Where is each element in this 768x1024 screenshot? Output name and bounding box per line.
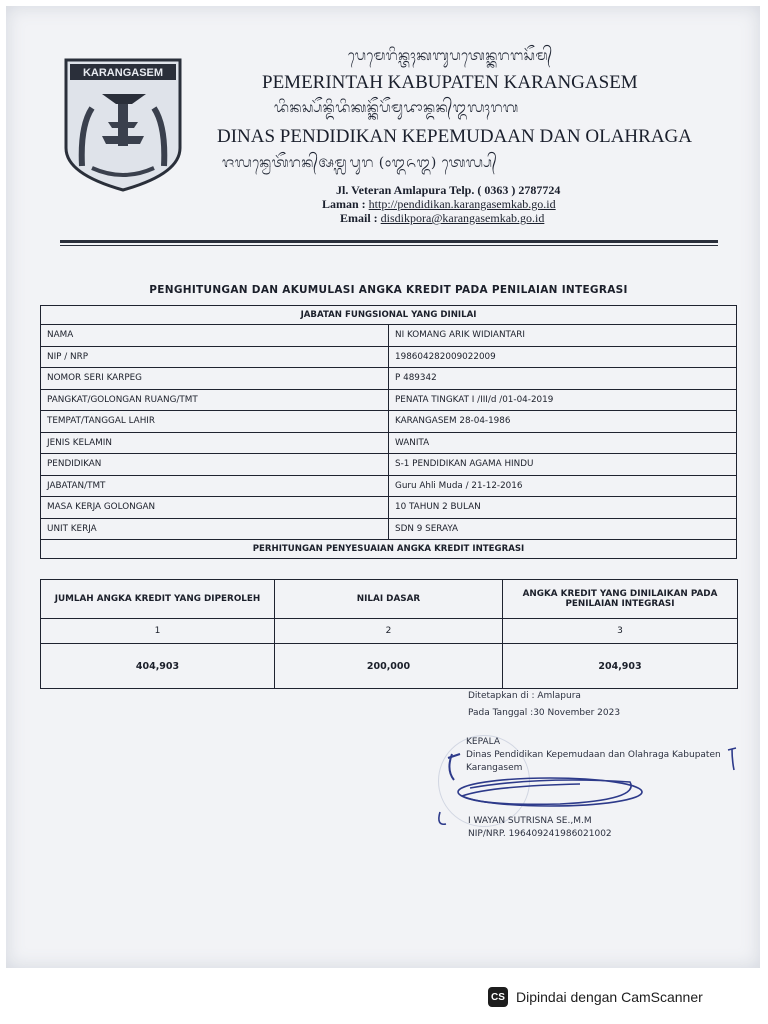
table-row <box>41 325 737 347</box>
identity-table <box>40 305 737 559</box>
place-of-issue: Ditetapkan di : Amlapura <box>468 691 581 701</box>
email-link[interactable]: disdikpora@karangasemkab.go.id <box>380 211 545 225</box>
header-total-credit: JUMLAH ANGKA KREDIT YANG DIPEROLEH <box>41 580 275 619</box>
row-value: SDN 9 SERAYA <box>389 518 737 540</box>
row-value: WANITA <box>389 432 737 454</box>
row-value: Guru Ahli Muda / 21-12-2016 <box>389 475 737 497</box>
header-integrated-credit: ANGKA KREDIT YANG DINILAIKAN PADA PENILAIAN INTEGRASI <box>503 580 738 619</box>
signer-role: KEPALA <box>466 737 500 747</box>
row-value: S-1 PENDIDIKAN AGAMA HINDU <box>389 454 737 476</box>
row-label: MASA KERJA GOLONGAN <box>41 497 389 519</box>
row-value: KARANGASEM 28-04-1986 <box>389 411 737 433</box>
office-address: Jl. Veteran Amlapura Telp. ( 0363 ) 2787724 <box>336 183 561 197</box>
row-value: 10 TAHUN 2 BULAN <box>389 497 737 519</box>
table-row <box>41 518 737 540</box>
row-label: JABATAN/TMT <box>41 475 389 497</box>
table-row <box>41 454 737 476</box>
row-label: TEMPAT/TANGGAL LAHIR <box>41 411 389 433</box>
row-label: UNIT KERJA <box>41 518 389 540</box>
header-rule-thin <box>60 245 718 246</box>
balinese-heading-3: ᬚᬮᬦ᭄ᬯᬾᬢᭂᬭᬦ᭄ᬅᬫ᭄ᬮᬧᬸᬭ (᭐᭓᭖᭓) ᬢᬾᬮ᭄ᬧ᭄ <box>222 155 498 171</box>
table-row <box>41 368 737 390</box>
table-row <box>41 411 737 433</box>
row-value: PENATA TINGKAT I /III/d /01-04-2019 <box>389 389 737 411</box>
signer-name: I WAYAN SUTRISNA SE.,M.M <box>468 816 592 826</box>
table-row <box>41 497 737 519</box>
document-title: PENGHITUNGAN DAN AKUMULASI ANGKA KREDIT PADA PENILAIAN INTEGRASI <box>149 284 628 296</box>
header-base-value: NILAI DASAR <box>275 580 503 619</box>
camscanner-watermark <box>474 980 758 1014</box>
value-base: 200,000 <box>275 644 503 689</box>
balinese-heading-2: ᬤᬶᬦᬲ᭄ᬧᭂᬦ᭄ᬤᬶᬤᬶᬓᬦ᭄ᬓᭂᬧᭂᬫᬸᬤᬵᬦ᭄ᬤᬦ᭄ᬑᬮᬄᬭᬕ <box>274 100 519 116</box>
logo-label: KARANGASEM <box>82 67 164 79</box>
row-label: PANGKAT/GOLONGAN RUANG/TMT <box>41 389 389 411</box>
section-title-jabatan: JABATAN FUNGSIONAL YANG DINILAI <box>41 306 737 325</box>
email-line <box>340 211 544 226</box>
row-label: NIP / NRP <box>41 346 389 368</box>
agency-name: DINAS PENDIDIKAN KEPEMUDAAN DAN OLAHRAGA <box>217 126 692 147</box>
row-label: NAMA <box>41 325 389 347</box>
table-row <box>41 475 737 497</box>
column-number: 3 <box>503 619 738 644</box>
camscanner-icon: CS <box>488 987 508 1007</box>
signer-office-line2: Karangasem <box>466 763 523 773</box>
website-line <box>322 197 556 212</box>
value-total-credit: 404,903 <box>41 644 275 689</box>
row-label: NOMOR SERI KARPEG <box>41 368 389 390</box>
table-row <box>41 346 737 368</box>
signer-office-line1: Dinas Pendidikan Kepemudaan dan Olahraga Kabupaten <box>466 750 721 760</box>
value-integrated-credit: 204,903 <box>503 644 738 689</box>
section-title-perhitungan: PERHITUNGAN PENYESUAIAN ANGKA KREDIT INTEGRASI <box>41 540 737 559</box>
karangasem-regency-logo <box>62 56 184 194</box>
camscanner-text: Dipindai dengan CamScanner <box>516 989 703 1005</box>
column-number: 1 <box>41 619 275 644</box>
balinese-heading-1: ᬧᬾᬫᬾᬭᬶᬦ᭄ᬢᬄᬓᬩᬸᬧᬢᬾᬦ᭄ᬓᬭᬗᬲᭂᬫ᭄ <box>348 48 553 64</box>
column-number: 2 <box>275 619 503 644</box>
row-label: PENDIDIKAN <box>41 454 389 476</box>
table-row <box>41 432 737 454</box>
signer-nip: NIP/NRP. 196409241986021002 <box>468 829 612 839</box>
row-value: P 489342 <box>389 368 737 390</box>
website-link[interactable]: http://pendidikan.karangasemkab.go.id <box>368 197 556 211</box>
header-rule-thick <box>60 240 718 243</box>
date-of-issue: Pada Tanggal :30 November 2023 <box>468 708 621 718</box>
row-value: NI KOMANG ARIK WIDIANTARI <box>389 325 737 347</box>
row-label: JENIS KELAMIN <box>41 432 389 454</box>
credit-calculation-table <box>40 579 738 689</box>
row-value: 198604282009022009 <box>389 346 737 368</box>
table-row <box>41 389 737 411</box>
website-label: Laman : <box>322 197 366 211</box>
government-name: PEMERINTAH KABUPATEN KARANGASEM <box>262 72 638 93</box>
email-label: Email : <box>340 211 378 225</box>
